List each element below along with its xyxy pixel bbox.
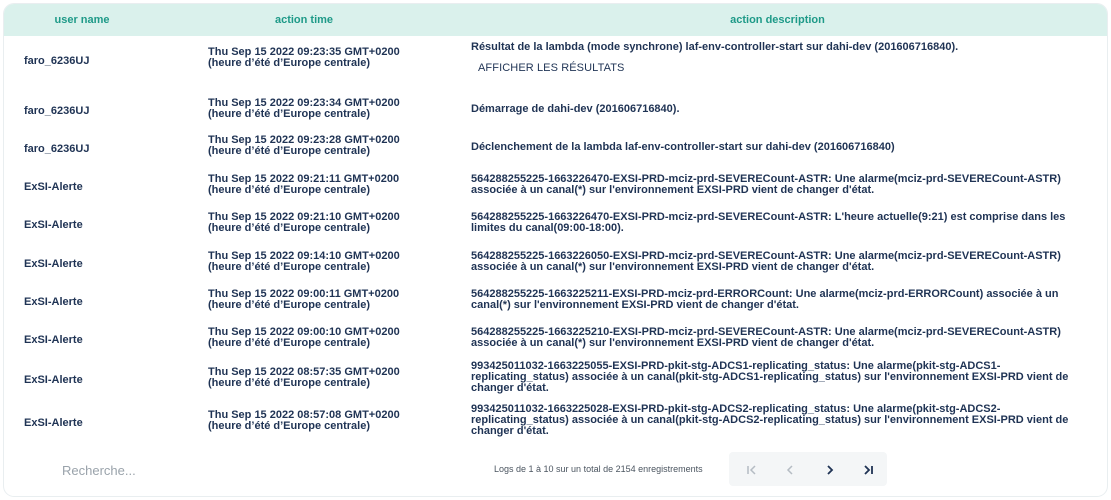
user-name-cell: ExSI-Alerte	[24, 181, 83, 193]
table-row	[4, 96, 1107, 130]
last-page-icon	[861, 463, 875, 477]
action-time-zone: (heure d’été d’Europe centrale)	[208, 145, 370, 157]
action-time-cell	[208, 251, 458, 273]
table-row	[4, 249, 1107, 283]
last-page-button[interactable]	[849, 452, 887, 486]
user-name-cell: ExSI-Alerte	[24, 417, 83, 429]
user-name-cell: ExSI-Alerte	[24, 258, 83, 270]
description-line: changer d'état.	[471, 425, 549, 437]
user-name-cell: ExSI-Alerte	[24, 374, 83, 386]
action-time-cell	[208, 289, 458, 311]
action-time-date: Thu Sep 15 2022 09:21:11 GMT+0200	[208, 173, 400, 185]
description-line: Démarrage de dahi-dev (201606716840).	[471, 103, 680, 115]
description-line: 564288255225-1663225210-EXSI-PRD-mciz-prd-SEVERECount-ASTR: Une alarme(mciz-prd-SEVERECount-ASTR)	[471, 326, 1061, 338]
first-page-icon	[745, 463, 759, 477]
action-time-date: Thu Sep 15 2022 09:14:10 GMT+0200	[208, 250, 400, 262]
pagination-summary: Logs de 1 à 10 sur un total de 2154 enregistrements	[494, 464, 703, 474]
action-description-cell	[471, 104, 1091, 115]
action-description-cell	[471, 289, 1091, 311]
action-description-cell	[471, 42, 1091, 53]
action-time-date: Thu Sep 15 2022 08:57:08 GMT+0200	[208, 409, 400, 421]
action-time-cell	[208, 174, 458, 196]
table-row	[4, 210, 1107, 244]
action-time-zone: (heure d’été d’Europe centrale)	[208, 299, 370, 311]
action-description-cell	[471, 251, 1091, 273]
action-time-date: Thu Sep 15 2022 09:23:35 GMT+0200	[208, 46, 400, 58]
action-time-cell	[208, 135, 458, 157]
description-line: 564288255225-1663226470-EXSI-PRD-mciz-prd-SEVERECount-ASTR: Une alarme(mciz-prd-SEVERECount-ASTR)	[471, 173, 1061, 185]
description-line: changer d'état.	[471, 382, 549, 394]
description-line: Résultat de la lambda (mode synchrone) laf-env-controller-start sur dahi-dev (201606716840).	[471, 41, 959, 53]
action-time-cell	[208, 367, 458, 389]
user-name-cell: faro_6236UJ	[24, 55, 90, 67]
table-row	[4, 133, 1107, 167]
action-time-zone: (heure d’été d’Europe centrale)	[208, 184, 370, 196]
column-header-action-time[interactable]: action time	[274, 14, 334, 26]
action-time-cell	[208, 47, 458, 69]
description-line: 564288255225-1663226050-EXSI-PRD-mciz-prd-SEVERECount-ASTR: Une alarme(mciz-prd-SEVERECount-ASTR)	[471, 250, 1061, 262]
description-line: 564288255225-1663226470-EXSI-PRD-mciz-prd-SEVERECount-ASTR: L'heure actuelle(9:21) est comprise dans les	[471, 211, 1066, 223]
action-description-cell	[471, 142, 1091, 153]
table-row	[4, 172, 1107, 206]
next-page-button[interactable]	[811, 452, 849, 486]
table-row	[4, 402, 1107, 446]
user-name-cell: ExSI-Alerte	[24, 296, 83, 308]
description-line: associée à un canal(*) sur l'environnement EXSI-PRD vient de changer d'état.	[471, 261, 875, 273]
action-description-cell	[471, 212, 1091, 234]
table-row	[4, 287, 1107, 321]
previous-page-button[interactable]	[771, 452, 809, 486]
description-line: replicating_status) associée à un canal(pkit-stg-ADCS1-replicating_status) sur l'environnement EXSI-PRD vient de	[471, 371, 1069, 383]
action-time-date: Thu Sep 15 2022 09:21:10 GMT+0200	[208, 211, 400, 223]
show-results-button[interactable]: AFFICHER LES RÉSULTATS	[478, 62, 625, 74]
column-header-user-name[interactable]: user name	[54, 14, 110, 26]
action-time-cell	[208, 410, 458, 432]
table-row	[4, 361, 1107, 405]
action-description-cell	[471, 327, 1091, 349]
description-line: limites du canal(09:00-18:00).	[471, 222, 624, 234]
action-time-cell	[208, 98, 458, 120]
action-time-zone: (heure d’été d’Europe centrale)	[208, 420, 370, 432]
description-line: 993425011032-1663225055-EXSI-PRD-pkit-stg-ADCS1-replicating_status: Une alarme(pkit-stg-ADCS1-	[471, 360, 1001, 372]
user-name-cell: ExSI-Alerte	[24, 334, 83, 346]
action-time-zone: (heure d’été d’Europe centrale)	[208, 222, 370, 234]
action-description-cell	[471, 361, 1091, 394]
action-time-zone: (heure d’été d’Europe centrale)	[208, 57, 370, 69]
next-page-icon	[823, 463, 837, 477]
user-name-cell: ExSI-Alerte	[24, 219, 83, 231]
action-time-date: Thu Sep 15 2022 09:23:28 GMT+0200	[208, 134, 400, 146]
previous-page-icon	[783, 463, 797, 477]
action-time-date: Thu Sep 15 2022 08:57:35 GMT+0200	[208, 366, 400, 378]
action-time-zone: (heure d’été d’Europe centrale)	[208, 108, 370, 120]
action-description-cell	[471, 404, 1091, 437]
pagination-controls	[729, 452, 887, 486]
action-time-zone: (heure d’été d’Europe centrale)	[208, 261, 370, 273]
description-line: 993425011032-1663225028-EXSI-PRD-pkit-stg-ADCS2-replicating_status: Une alarme(pkit-stg-ADCS2-	[471, 403, 1001, 415]
table-row	[4, 325, 1107, 359]
action-time-date: Thu Sep 15 2022 09:00:10 GMT+0200	[208, 326, 400, 338]
description-line: Déclenchement de la lambda laf-env-controller-start sur dahi-dev (201606716840)	[471, 141, 895, 153]
description-line: associée à un canal(*) sur l'environnement EXSI-PRD vient de changer d'état.	[471, 184, 875, 196]
search-input[interactable]	[22, 456, 192, 484]
description-line: associée à un canal(*) sur l'environnement EXSI-PRD vient de changer d'état.	[471, 337, 875, 349]
column-header-action-description[interactable]: action description	[730, 14, 825, 26]
table-footer	[4, 450, 1107, 490]
action-time-cell	[208, 327, 458, 349]
action-time-cell	[208, 212, 458, 234]
user-name-cell: faro_6236UJ	[24, 143, 90, 155]
description-line: canal(*) sur l'environnement EXSI-PRD vient de changer d'état.	[471, 299, 799, 311]
logs-table-panel	[4, 4, 1107, 496]
user-name-cell: faro_6236UJ	[24, 105, 90, 117]
table-row	[4, 40, 1107, 80]
description-line: replicating_status) associée à un canal(pkit-stg-ADCS2-replicating_status) sur l'environnement EXSI-PRD vient de	[471, 414, 1069, 426]
action-time-zone: (heure d’été d’Europe centrale)	[208, 337, 370, 349]
first-page-button[interactable]	[733, 452, 771, 486]
action-time-zone: (heure d’été d’Europe centrale)	[208, 377, 370, 389]
action-description-cell	[471, 174, 1091, 196]
table-header	[4, 4, 1107, 36]
description-line: 564288255225-1663225211-EXSI-PRD-mciz-prd-ERRORCount: Une alarme(mciz-prd-ERRORCount) associée à un	[471, 288, 1059, 300]
action-time-date: Thu Sep 15 2022 09:00:11 GMT+0200	[208, 288, 400, 300]
action-time-date: Thu Sep 15 2022 09:23:34 GMT+0200	[208, 97, 400, 109]
